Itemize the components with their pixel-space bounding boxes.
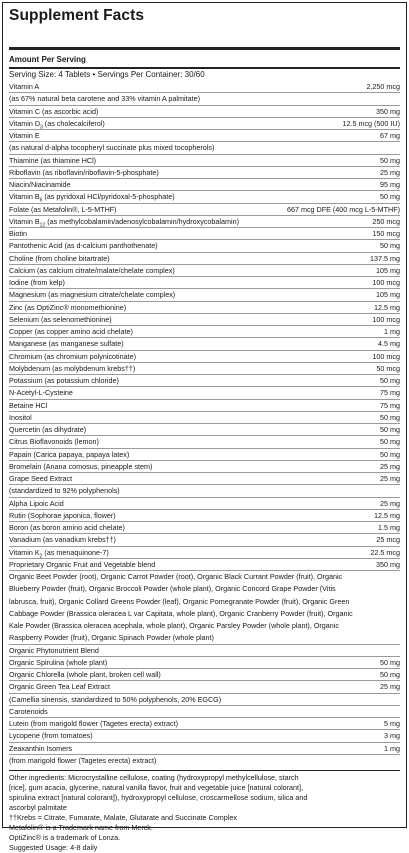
nutrient-row [9, 730, 400, 742]
footnote-line: Metafolin® is a Trademark name from Merck. [9, 823, 153, 832]
nutrient-name: Zinc (as OptiZinc® monomethionine) [9, 302, 127, 312]
nutrient-row [9, 191, 400, 203]
nutrient-amount: 1 mg [384, 327, 400, 336]
nutrient-row [9, 620, 400, 632]
nutrient-amount: 100 mcg [372, 278, 400, 287]
nutrient-row [9, 694, 400, 706]
nutrient-name: Betaine HCl [9, 400, 48, 410]
footnote-line: [rice], gum acacia, glycerine, natural vanilla flavor, fruit and vegetable juice [natural colorant], [9, 783, 304, 792]
nutrient-name: Copper (as copper amino acid chelate) [9, 327, 133, 336]
nutrient-row [9, 118, 400, 130]
nutrient-name: Organic Beet Powder (root), Organic Carrot Powder (root), Organic Black Currant Powder (fruit), Organic [9, 572, 343, 581]
nutrient-name: Vitamin E [9, 131, 40, 140]
footnote-line: OptiZinc® is a trademark of Lonza. [9, 833, 121, 842]
nutrient-row [9, 449, 400, 461]
nutrient-name: Raspberry Powder (fruit), Organic Spinach Powder (whole plant) [9, 633, 214, 643]
footnote-line: Suggested Usage: 4-8 daily [9, 843, 98, 852]
nutrient-row [9, 681, 400, 693]
nutrient-name: Thiamine (as thiamine HCl) [9, 155, 97, 165]
nutrient-row [9, 93, 400, 105]
nutrient-row [9, 583, 400, 595]
nutrient-name: Papain (Carica papaya, papaya latex) [9, 449, 130, 459]
nutrient-name: Pantothenic Acid (as d-calcium panthothenate) [9, 241, 158, 251]
nutrient-amount: 50 mg [380, 670, 400, 679]
header-divider [9, 67, 400, 69]
nutrient-row [9, 289, 400, 301]
nutrient-row [9, 436, 400, 448]
nutrient-name: (as 67% natural beta carotene and 33% vitamin A palmitate) [9, 94, 200, 104]
footnote-line: Other ingredients: Microcrystalline cellulose, coating (hydroxypropyl methylcellulose, starch [9, 773, 299, 782]
nutrient-row [9, 179, 400, 191]
nutrient-name: Folate (as Metafolin®, L-5-MTHF) [9, 204, 117, 214]
nutrient-row [9, 314, 400, 326]
nutrient-amount: 2,250 mcg [366, 82, 400, 91]
nutrient-name: Quercetin (as dihydrate) [9, 425, 87, 434]
nutrient-name: Manganese (as manganese sulfate) [9, 339, 124, 349]
nutrient-row [9, 645, 400, 657]
nutrient-row [9, 338, 400, 350]
nutrient-row [9, 534, 400, 546]
nutrient-amount: 250 mcg [372, 216, 400, 226]
nutrient-row [9, 632, 400, 644]
nutrient-row [9, 326, 400, 338]
nutrient-row [9, 657, 400, 669]
nutrient-row [9, 142, 400, 154]
nutrient-row [9, 106, 400, 118]
nutrient-amount: 50 mcg [376, 363, 400, 373]
nutrient-row [9, 387, 400, 399]
nutrient-row [9, 755, 400, 767]
nutrient-row [9, 743, 400, 755]
nutrient-name: Alpha Lipoic Acid [9, 498, 64, 508]
nutrient-name: Vitamin $K_2$ (as menaquinone-7) [9, 547, 109, 559]
nutrient-amount: 12.5 mg [374, 510, 400, 520]
nutrient-amount: 105 mg [376, 265, 400, 275]
nutrient-amount: 75 mg [380, 388, 400, 398]
nutrient-amount: 25 mg [380, 474, 400, 483]
nutrient-amount: 4.5 mg [378, 339, 400, 349]
nutrient-row [9, 130, 400, 142]
nutrient-row [9, 375, 400, 387]
nutrient-row [9, 571, 400, 583]
nutrient-row [9, 706, 400, 718]
nutrient-name: Vitamin A [9, 82, 40, 91]
nutrient-name: Organic Chlorella (whole plant, broken cell wall) [9, 670, 161, 679]
thick-divider [9, 47, 400, 50]
nutrient-amount: 3 mg [384, 731, 400, 741]
nutrient-amount: 50 mg [380, 192, 400, 202]
nutrient-row [9, 424, 400, 436]
nutrient-row [9, 608, 400, 620]
nutrient-amount: 667 mcg DFE (400 mcg L-5-MTHF) [286, 204, 400, 214]
nutrient-name: Potassium (as potassium chloride) [9, 376, 119, 385]
nutrient-name: Organic Green Tea Leaf Extract [9, 682, 110, 692]
nutrient-name: Molybdenum (as molybdenum krebs††) [9, 363, 136, 373]
nutrient-row [9, 167, 400, 179]
nutrient-row [9, 302, 400, 314]
nutrient-amount: 50 mg [380, 657, 400, 667]
nutrient-amount: 5 mg [384, 719, 400, 728]
nutrient-row [9, 400, 400, 412]
nutrient-amount: 50 mg [380, 241, 400, 251]
nutrient-name: Chromium (as chromium polynicotinate) [9, 351, 137, 361]
amount-per-serving-header: Amount Per Serving [9, 55, 86, 64]
nutrient-row [9, 473, 400, 485]
nutrient-amount: 1 mg [384, 743, 400, 753]
nutrient-row [9, 485, 400, 497]
nutrient-row [9, 155, 400, 167]
nutrient-name: Selenium (as selenomethionine) [9, 314, 112, 324]
nutrient-amount: 50 mg [380, 412, 400, 422]
nutrient-amount: 25 mg [380, 682, 400, 692]
nutrient-amount: 100 mcg [372, 314, 400, 324]
nutrient-name: Blueberry Powder (fruit), Organic Broccoli Powder (whole plant), Organic Concord Grape Powder (Vitis [9, 584, 336, 594]
nutrient-amount: 100 mcg [372, 351, 400, 361]
nutrient-name: Magnesium (as magnesium citrate/chelate complex) [9, 290, 176, 300]
nutrient-name: Grape Seed Extract [9, 474, 73, 483]
nutrient-name: Bromelain (Anana comosus, pineapple stem) [9, 461, 153, 471]
nutrient-row [9, 253, 400, 265]
nutrient-name: Zeaxanthin Isomers [9, 743, 73, 753]
footnotes-divider [9, 770, 400, 771]
nutrient-name: Organic Phytonutrient Blend [9, 645, 99, 655]
nutrient-row [9, 547, 400, 559]
nutrient-amount: 95 mg [380, 180, 400, 189]
nutrient-name: Riboflavin (as riboflavin/riboflavin-5-phosphate) [9, 167, 159, 177]
nutrient-amount: 67 mg [380, 131, 400, 140]
nutrient-amount: 12.5 mcg (500 IU) [342, 118, 400, 128]
nutrient-name: Biotin [9, 229, 27, 238]
nutrient-row [9, 216, 400, 228]
nutrient-amount: 50 mg [380, 155, 400, 165]
nutrient-name: Vitamin $B_6$ (as pyridoxal HCl/pyridoxal-5-phosphate) [9, 192, 175, 204]
nutrient-row [9, 669, 400, 681]
nutrient-amount: 25 mg [380, 167, 400, 177]
nutrient-row [9, 81, 400, 93]
nutrient-amount: 22.5 mcg [370, 547, 400, 557]
nutrient-name: Niacin/Niacinamide [9, 180, 71, 189]
nutrient-name: Boron (as boron amino acid chelate) [9, 523, 125, 532]
nutrient-name: Rutin (Sophorae japonica, flower) [9, 510, 116, 520]
nutrient-row [9, 718, 400, 730]
nutrient-name: N-Acetyl-L-Cysteine [9, 388, 73, 398]
nutrient-row [9, 412, 400, 424]
nutrient-row [9, 277, 400, 289]
nutrient-row [9, 265, 400, 277]
nutrient-name: (standardized to 92% polyphenols) [9, 486, 120, 496]
nutrient-amount: 25 mg [380, 461, 400, 471]
nutrient-amount: 50 mg [380, 437, 400, 447]
footnote-line: ascorbyl palmitate [9, 803, 67, 812]
nutrient-amount: 105 mg [376, 290, 400, 300]
nutrient-name: Inositol [9, 412, 32, 422]
nutrient-amount: 75 mg [380, 400, 400, 410]
nutrient-name: (as natural d-alpha tocopheryl succinate plus mixed tocopherols) [9, 143, 215, 153]
nutrient-name: Vanadium (as vanadium krebs††) [9, 535, 116, 545]
nutrient-row [9, 498, 400, 510]
nutrient-amount: 137.5 mg [370, 253, 400, 263]
nutrient-row [9, 204, 400, 216]
nutrient-table [9, 81, 400, 767]
nutrient-row [9, 510, 400, 522]
nutrient-name: (from marigold flower (Tagetes erecta) extract) [9, 755, 157, 765]
nutrient-row [9, 461, 400, 473]
nutrient-amount: 12.5 mg [374, 302, 400, 312]
nutrient-row [9, 596, 400, 608]
nutrient-row [9, 522, 400, 534]
nutrient-amount: 150 mcg [372, 229, 400, 238]
nutrient-amount: 50 mg [380, 376, 400, 385]
panel-title: Supplement Facts [9, 7, 145, 24]
nutrient-row [9, 228, 400, 240]
nutrient-name: Vitamin $D_3$ (as cholecalciferol) [9, 118, 105, 131]
serving-size-line: Serving Size: 4 Tablets • Servings Per Container: 30/60 [9, 70, 205, 79]
nutrient-name: Citrus Bioflavonoids (lemon) [9, 437, 99, 447]
nutrient-name: Lutein (from marigold flower (Tagetes erecta) extract) [9, 719, 178, 728]
footnote-line: ††Krebs = Citrate, Fumarate, Malate, Glutarate and Succinate Complex [9, 813, 237, 822]
nutrient-amount: 50 mg [380, 425, 400, 434]
nutrient-amount: 50 mg [380, 449, 400, 459]
nutrient-name: Organic Spirulina (whole plant) [9, 657, 108, 667]
nutrient-amount: 25 mcg [376, 535, 400, 545]
nutrient-name: labrusca, fruit), Organic Collard Greens Powder (leaf), Organic Pomegranate Powder (fruit), Organic Green [9, 596, 350, 606]
nutrient-row [9, 351, 400, 363]
nutrient-name: Proprietary Organic Fruit and Vegetable blend [9, 559, 156, 569]
nutrient-amount: 25 mg [380, 498, 400, 508]
nutrient-name: Vitamin $B_{12}$ (as methylcobalamin/adenosylcobalamin/hydroxycobalamin) [9, 216, 239, 229]
nutrient-amount: 350 mg [376, 106, 400, 116]
footnote-line: spirulina extract [natural colorant]), hydroxypropyl cellulose, croscarmellose sodium, silica and [9, 793, 308, 802]
supplement-facts-panel [2, 2, 407, 852]
nutrient-name: Choline (from choline bitartrate) [9, 253, 110, 263]
nutrient-name: Vitamin C (as ascorbic acid) [9, 106, 99, 116]
nutrient-name: Cabbage Powder (Brassica oleracea L var Capitata, whole plant), Organic Cranberry Powder (fruit), Organic [9, 608, 353, 618]
nutrient-name: Calcium (as calcium citrate/malate/chelate complex) [9, 265, 175, 275]
nutrient-amount: 1.5 mg [378, 523, 400, 532]
nutrient-row [9, 559, 400, 571]
nutrient-name: Carotenoids [9, 706, 48, 716]
nutrient-name: Kale Powder (Brassica oleracea acephala, whole plant), Organic Parsley Powder (whole plant), Organic [9, 621, 339, 630]
nutrient-row [9, 240, 400, 252]
nutrient-name: (Camellia sinensis, standardized to 50% polyphenols, 20% EGCG) [9, 694, 222, 704]
nutrient-name: Lycopene (from tomatoes) [9, 731, 93, 741]
footnotes [9, 770, 400, 853]
nutrient-amount: 350 mg [376, 559, 400, 569]
nutrient-name: Iodine (from kelp) [9, 278, 65, 287]
nutrient-row [9, 363, 400, 375]
